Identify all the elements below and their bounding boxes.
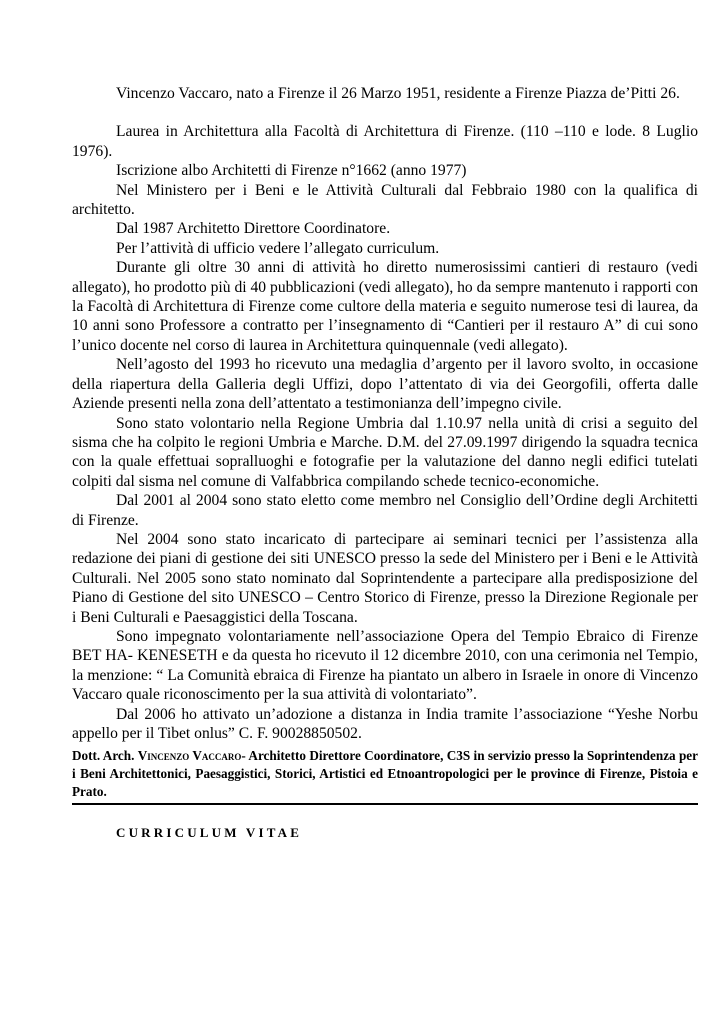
paragraph-order-council: Dal 2001 al 2004 sono stato eletto come membro nel Consiglio dell’Ordine degli Architetti di Firenze.: [72, 492, 698, 529]
paragraph-degree: Laurea in Architettura alla Facoltà di Architettura di Firenze. (110 –110 e lode. 8 Luglio 1976).: [72, 123, 698, 160]
paragraph-umbria-volunteer: Sono stato volontario nella Regione Umbria dal 1.10.97 nella unità di crisi a seguito del sisma che ha colpito le regioni Umbria e Marche. D.M. del 27.09.1997 dirigendo la squadra tecnica con la quale effettuai sopralluoghi e fotografie per la valutazione del danno negli edifici tutelati colpiti dal sisma nel comune di Valfabbrica compilando schede tecnico-economiche.: [72, 414, 698, 490]
paragraph-temple-volunteer: Sono impegnato volontariamente nell’associazione Opera del Tempio Ebraico di Firenze BET HA- KENESETH e da questa ho ricevuto il 12 dicembre 2010, con una cerimonia nel Tempio, la menzione: “ La Comunità ebraica di Firenze ha piantato un albero in Israele in onore di Vincenzo Vaccaro quale riconoscimento per la sua attività di volontariato”.: [72, 627, 698, 704]
paragraph-silver-medal: Nell’agosto del 1993 ho ricevuto una medaglia d’argento per il lavoro svolto, in occasione della riapertura della Galleria degli Uffizi, dopo l’attentato di via dei Georgofili, offerta dalle Aziende presenti nella zona dell’attentato a testimonianza dell’impegno civile.: [72, 356, 698, 413]
signature-prefix: Dott. Arch.: [72, 748, 138, 764]
divider-rule: [72, 803, 698, 805]
paragraph-office-activity: Per l’attività di ufficio vedere l’allegato curriculum.: [116, 239, 440, 257]
document-page: [72, 84, 698, 841]
signature-block: [72, 747, 698, 800]
paragraph-adoption: Dal 2006 ho attivato un’adozione a distanza in India tramite l’associazione “Yeshe Norbu appello per il Tibet onlus” C. F. 90028850502.: [72, 705, 698, 742]
signature-role: - Architetto Direttore Coordinatore, C3S in servizio presso la Soprintendenza per i Beni Architettonici, Paesaggistici, Storici, Artistici ed Etnoantropologici per le province di Firenze, Pistoia e Prato.: [72, 748, 699, 799]
paragraph-unesco: Nel 2004 sono stato incaricato di partecipare ai seminari tecnici per l’assistenza alla redazione dei piani di gestione dei siti UNESCO presso la sede del Ministero per i Beni e le Attività Culturali. Nel 2005 sono stato nominato dal Soprintendente a partecipare alla predisposizione del Piano di Gestione del sito UNESCO – Centro Storico di Firenze, presso la Direzione Regionale per i Beni Culturali e Paesaggistici della Toscana.: [72, 530, 698, 626]
paragraph-registration: Iscrizione albo Architetti di Firenze n°1662 (anno 1977): [116, 162, 467, 180]
paragraph-ministry: Nel Ministero per i Beni e le Attività Culturali dal Febbraio 1980 con la qualifica di architetto.: [72, 181, 698, 219]
signature-name: Vincenzo Vaccaro: [137, 748, 242, 764]
paragraph-director: Dal 1987 Architetto Direttore Coordinatore.: [116, 220, 391, 238]
paragraph-personal-info: Vincenzo Vaccaro, nato a Firenze il 26 Marzo 1951, residente a Firenze Piazza de’Pitti 26.: [116, 85, 680, 102]
paragraph-restoration-sites: Durante gli oltre 30 anni di attività ho diretto numerosissimi cantieri di restauro (vedi allegato), ho prodotto più di 40 pubblicazioni (vedi allegato), ho da sempre mantenuto i rapporti con la Facoltà di Architettura di Firenze come cultore della materia e seguito numerose tesi di laurea, da 10 anni sono Professore a contratto per l’insegnamento di “Cantieri per il restauro A” di cui sono l’unico docente nel corso di laurea in Architettura quinquennale (vedi allegato).: [72, 259, 698, 354]
section-title: CURRICULUM VITAE: [116, 824, 303, 840]
